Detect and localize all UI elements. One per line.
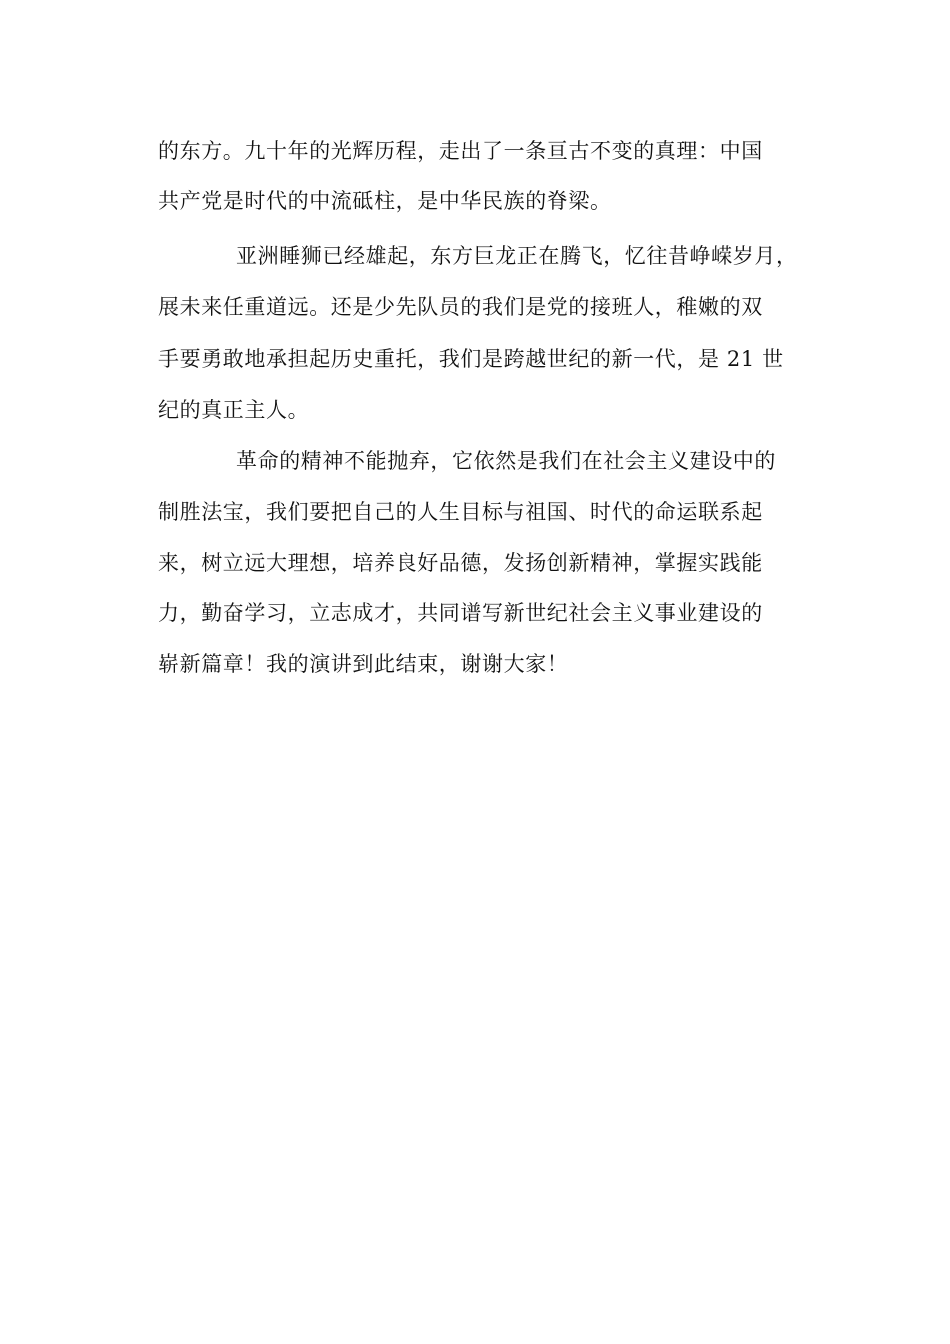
- text-line: 纪的真正主人。: [158, 398, 310, 422]
- text-line: 亚洲睡狮已经雄起，东方巨龙正在腾飞，忆往昔峥嵘岁月，: [236, 244, 798, 268]
- text-line: 手要勇敢地承担起历史重托，我们是跨越世纪的新一代，是 21 世: [158, 347, 784, 371]
- text-line: 崭新篇章！我的演讲到此结束，谢谢大家！: [158, 652, 569, 676]
- text-line: 的东方。九十年的光辉历程，走出了一条亘古不变的真理：中国: [158, 139, 763, 163]
- text-line: 来，树立远大理想，培养良好品德，发扬创新精神，掌握实践能: [158, 551, 763, 575]
- text-line: 展未来任重道远。还是少先队员的我们是党的接班人，稚嫩的双: [158, 295, 763, 319]
- text-line: 共产党是时代的中流砥柱，是中华民族的脊梁。: [158, 189, 612, 213]
- text-line: 力，勤奋学习，立志成才，共同谱写新世纪社会主义事业建设的: [158, 601, 763, 625]
- text-line: 制胜法宝，我们要把自己的人生目标与祖国、时代的命运联系起: [158, 500, 763, 524]
- text-line: 革命的精神不能抛弃，它依然是我们在社会主义建设中的: [236, 449, 776, 473]
